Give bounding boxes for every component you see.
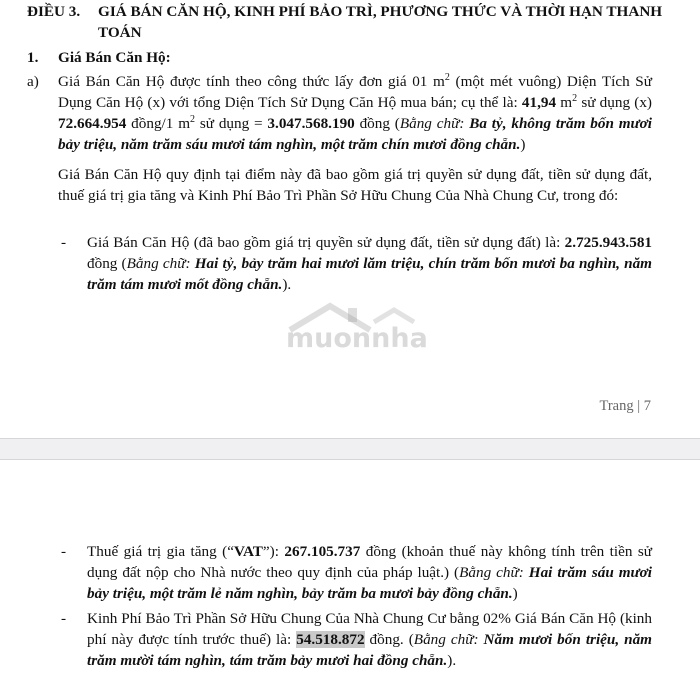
article-number: ĐIỀU 3. xyxy=(27,3,81,20)
document-page-8 xyxy=(0,460,700,676)
price-calculation-paragraph: Giá Bán Căn Hộ được tính theo công thức lấy đơn giá 01 $m^2$ (một mét vuông) Diện Tích Sử Dụng Căn Hộ (x) với tổng Diện Tích Sử Dụng Căn Hộ mua bán; cụ thể là: 41,94 $m^2$ sử dụng (x) 72.664.954 đồng/1 $m^2$ sử dụng = 3.047.568.190 đồng (Bằng chữ: Ba tỷ, không trăm bốn mươi bảy triệu, năm trăm sáu mươi tám nghìn, một trăm chín mươi đồng chẵn.) xyxy=(58,71,653,153)
page-separator xyxy=(0,438,700,460)
article-title: GIÁ BÁN CĂN HỘ, KINH PHÍ BẢO TRÌ, PHƯƠNG THỨC VÀ THỜI HẠN THANH TOÁN xyxy=(98,3,663,41)
list-item-vat: Thuế giá trị gia tăng (“VAT”): 267.105.737 đồng (khoản thuế này không tính trên tiền sử dụng đất nộp cho Nhà nước theo quy định của pháp luật.) (Bằng chữ: Hai trăm sáu mươi bảy triệu, một trăm lẻ năm nghìn, bảy trăm ba mươi bảy đồng chẵn.) xyxy=(87,543,652,602)
maintenance-fee-words: Năm mươi bốn triệu, năm trăm mười tám nghìn, tám trăm bảy mươi hai đồng chẵn. xyxy=(87,631,652,669)
vat-words: Hai trăm sáu mươi bảy triệu, một trăm lẻ năm nghìn, bảy trăm ba mươi bảy đồng chẵn. xyxy=(87,564,652,602)
section-title: Giá Bán Căn Hộ: xyxy=(58,49,171,66)
section-number: 1. xyxy=(27,49,39,66)
list-item-maintenance-fee: Kinh Phí Bảo Trì Phần Sở Hữu Chung Của Nhà Chung Cư bằng 02% Giá Bán Căn Hộ (kinh phí này được tính trước thuế) là: 54.518.872 đồng. (Bằng chữ: Năm mươi bốn triệu, năm trăm mười tám nghìn, tám trăm bảy mươi hai đồng chẵn.). xyxy=(87,610,652,669)
maintenance-fee-value: 54.518.872 xyxy=(296,631,365,648)
total-price-words: Ba tỷ, không trăm bốn mươi bảy triệu, năm trăm sáu mươi tám nghìn, một trăm chín mươi đồng chẵn. xyxy=(58,115,653,153)
price-includes-paragraph: Giá Bán Căn Hộ quy định tại điểm này đã bao gồm giá trị quyền sử dụng đất, tiền sử dụng đất, thuế giá trị gia tăng và Kinh Phí Bảo Trì Phần Sở Hữu Chung Của Nhà Chung Cư, trong đó: xyxy=(58,166,652,204)
base-price-value: 2.725.943.581 xyxy=(564,234,652,251)
area-value: 41,94 xyxy=(521,94,557,111)
total-price-value: 3.047.568.190 xyxy=(267,115,355,132)
base-price-words: Hai tỷ, bảy trăm hai mươi lăm triệu, chín trăm bốn mươi ba nghìn, năm trăm tám mươi mốt đồng chẵn. xyxy=(87,255,652,293)
page-number: Trang | 7 xyxy=(599,398,651,414)
bullet-dash: - xyxy=(61,543,67,560)
unit-price-value: 72.664.954 xyxy=(58,115,127,132)
item-label: a) xyxy=(27,73,39,90)
bullet-dash: - xyxy=(61,610,67,627)
watermark-text: muonnha xyxy=(286,323,428,354)
list-item-base-price: Giá Bán Căn Hộ (đã bao gồm giá trị quyền sử dụng đất, tiền sử dụng đất) là: 2.725.943.581 đồng (Bằng chữ: Hai tỷ, bảy trăm hai mươi lăm triệu, chín trăm bốn mươi ba nghìn, năm trăm tám mươi mốt đồng chẵn.). xyxy=(87,234,652,293)
bullet-dash: - xyxy=(61,234,67,251)
vat-value: 267.105.737 xyxy=(284,543,361,560)
section-heading xyxy=(27,47,171,68)
